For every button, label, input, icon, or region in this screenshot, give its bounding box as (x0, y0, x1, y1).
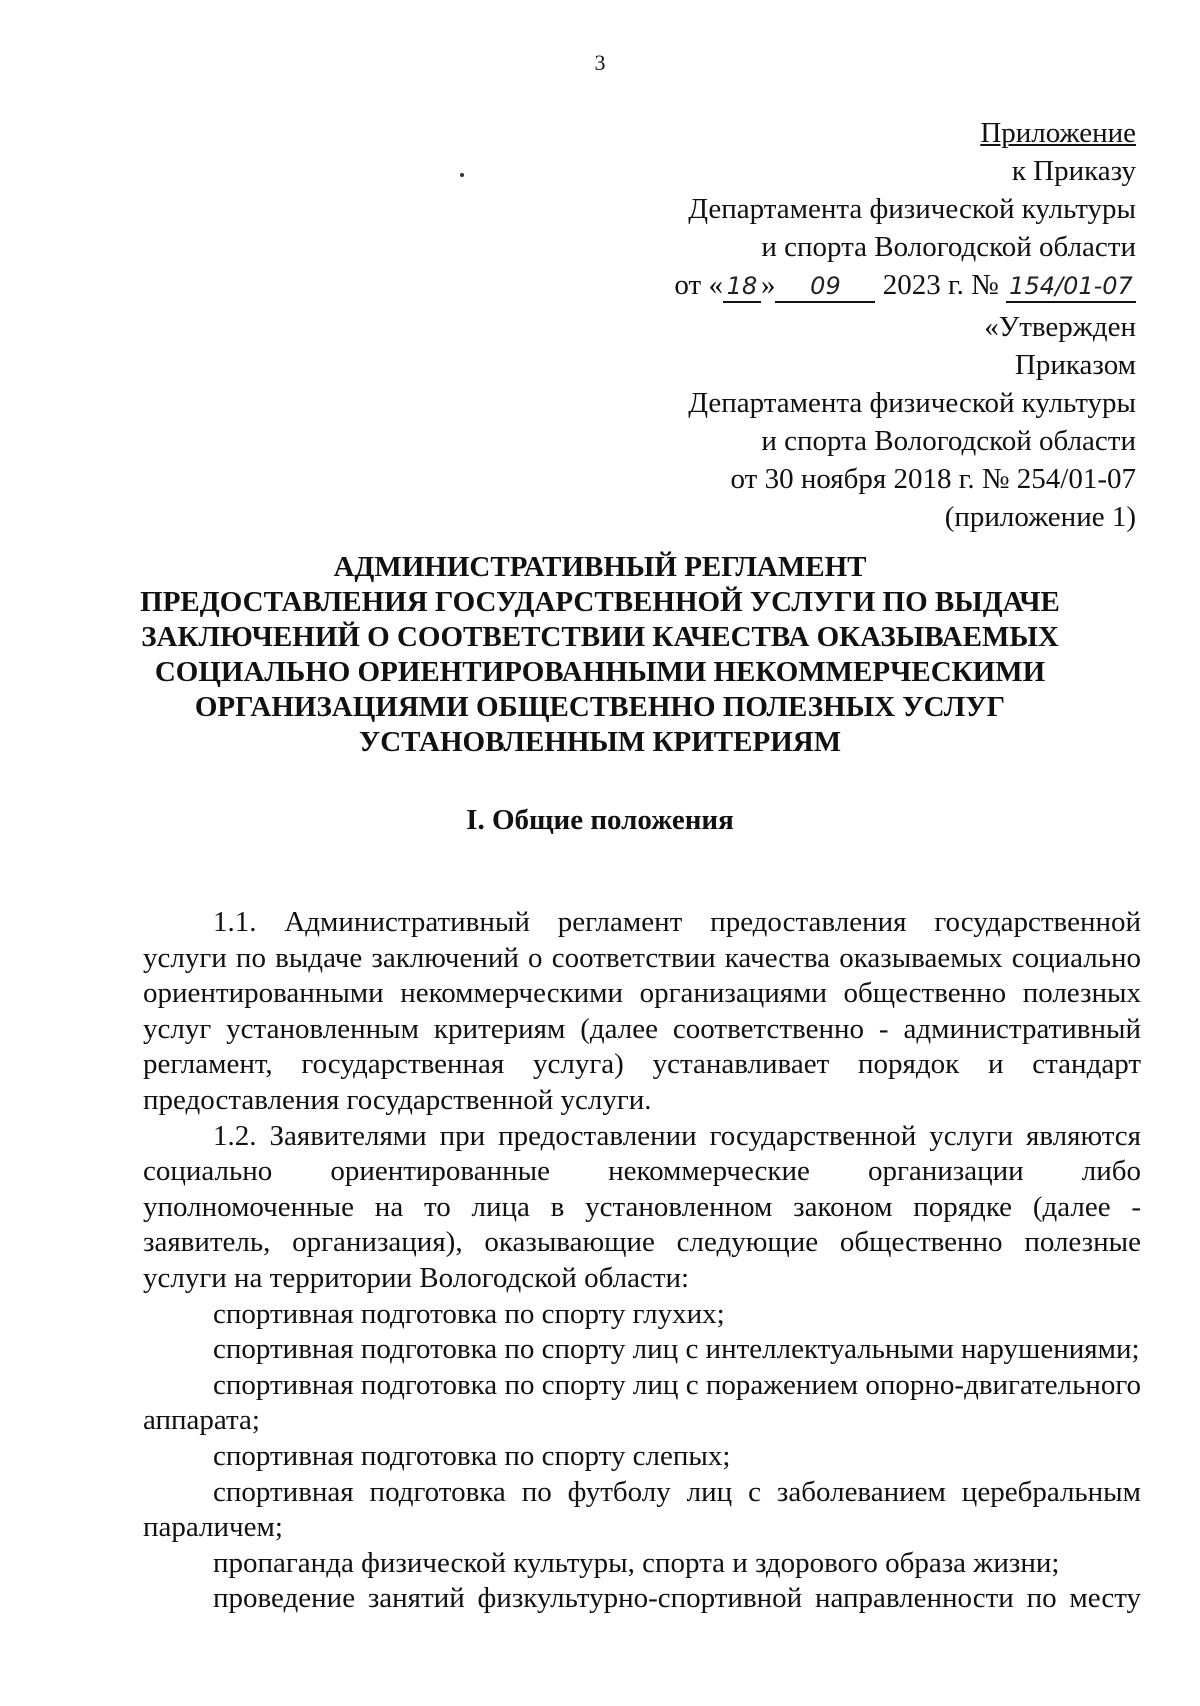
list-item: спортивная подготовка по спорту лиц с поражением опорно-двигательного аппарата; (143, 1368, 1141, 1437)
title-line-2: ПРЕДОСТАВЛЕНИЯ ГОСУДАРСТВЕННОЙ УСЛУГИ ПО ВЫДАЧЕ (140, 586, 1060, 618)
approved-line-3: Департамента физической культуры (688, 387, 1136, 419)
appendix-title: Приложение (980, 117, 1136, 149)
approved-line-5: от 30 ноября 2018 г. № 254/01-07 (730, 463, 1136, 495)
list-item: проведение занятий физкультурно-спортивной направленности по месту (213, 1582, 1141, 1615)
handwritten-day: 18 (723, 271, 761, 303)
page-number: 3 (594, 50, 606, 75)
handwritten-order-number: 154/01-07 (1006, 271, 1136, 303)
title-line-1: АДМИНИСТРАТИВНЫЙ РЕГЛАМЕНТ (333, 551, 867, 583)
paragraph-1-2: 1.2. Заявителями при предоставлении государственной услуги являются социально ориентированные некоммерческие организации либо уполномоченные на то лица в установленном законом порядке (далее - заявитель, организация), оказывающие следующие общественно полезные услуги на территории Вологодской области: (143, 1119, 1141, 1294)
paragraph-1-1: 1.1. Административный регламент предоставления государственной услуги по выдаче заключений о соответствии качества оказываемых социально ориентированными некоммерческими организациями общественно полезных услуг установленным критериям (далее соответственно - административный регламент, государственная услуга) устанавливает порядок и стандарт предоставления государственной услуги. (143, 906, 1141, 1116)
title-line-5: ОРГАНИЗАЦИЯМИ ОБЩЕСТВЕННО ПОЛЕЗНЫХ УСЛУГ (194, 691, 1006, 723)
section-heading: I. Общие положения (466, 804, 734, 836)
order-date-line (436, 266, 1136, 304)
title-line-4: СОЦИАЛЬНО ОРИЕНТИРОВАННЫМИ НЕКОММЕРЧЕСКИМИ (154, 656, 1046, 688)
appendix-header (436, 114, 1136, 304)
appendix-line-3: и спорта Вологодской области (761, 231, 1136, 263)
approved-line-4: и спорта Вологодской области (761, 425, 1136, 457)
appendix-line-2: Департамента физической культуры (688, 193, 1136, 225)
title-line-6: УСТАНОВЛЕННЫМ КРИТЕРИЯМ (358, 726, 842, 758)
date-prefix: от « (674, 269, 723, 301)
list-item: спортивная подготовка по спорту глухих; (213, 1297, 725, 1330)
list-item: спортивная подготовка по спорту слепых; (213, 1439, 731, 1472)
date-year: 2023 г. № (882, 269, 999, 301)
document-title (100, 550, 1100, 760)
list-item: спортивная подготовка по спорту лиц с интеллектуальными нарушениями; (213, 1333, 1140, 1366)
date-mid: » (760, 269, 776, 301)
title-line-3: ЗАКЛЮЧЕНИЙ О СООТВЕТСТВИИ КАЧЕСТВА ОКАЗЫВАЕМЫХ (141, 621, 1059, 653)
approved-line-1: «Утвержден (984, 311, 1136, 343)
list-item: спортивная подготовка по футболу лиц с заболеванием церебральным параличем; (143, 1475, 1141, 1544)
approved-line-2: Приказом (1014, 349, 1136, 381)
body-text (143, 905, 1141, 1617)
handwritten-month: 09 (775, 271, 875, 303)
list-item: пропаганда физической культуры, спорта и здорового образа жизни; (213, 1546, 1060, 1579)
appendix-line-1: к Приказу (1011, 155, 1136, 187)
approved-line-6: (приложение 1) (944, 501, 1136, 533)
approved-stamp-text (436, 308, 1136, 536)
